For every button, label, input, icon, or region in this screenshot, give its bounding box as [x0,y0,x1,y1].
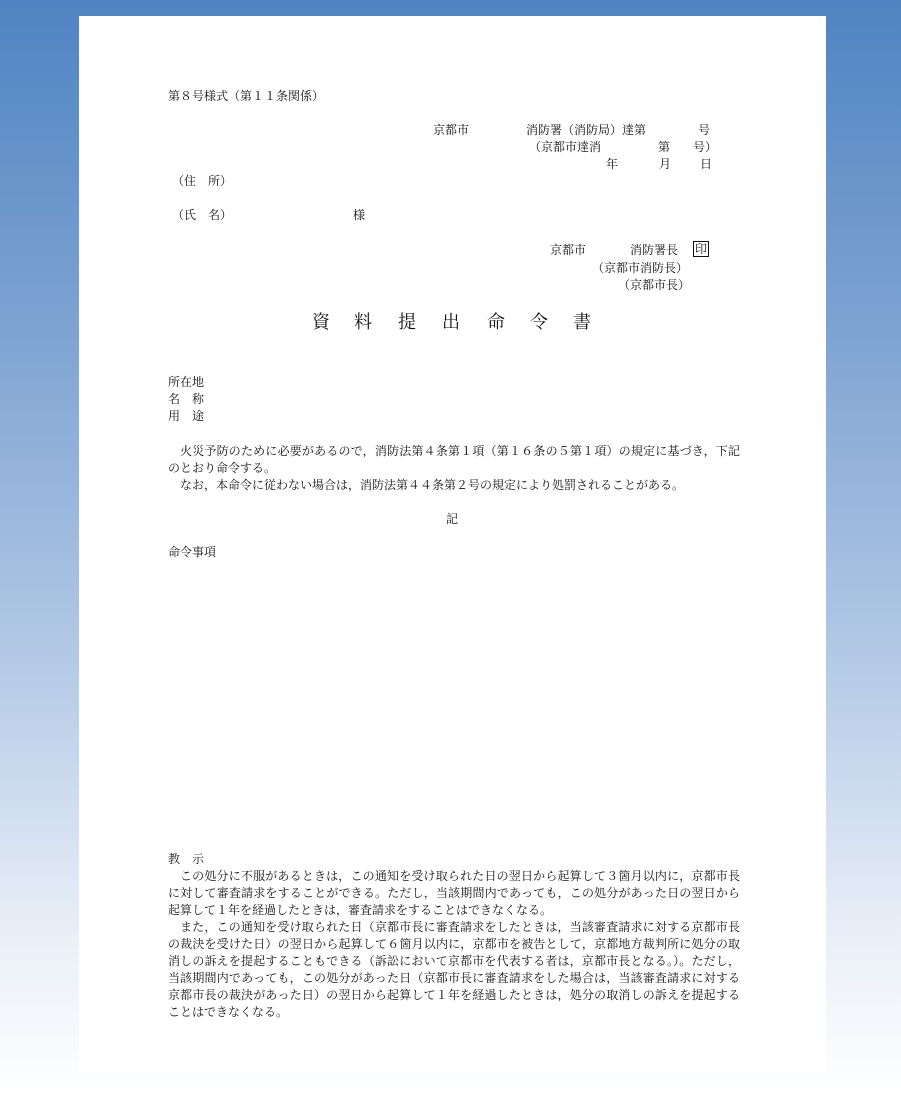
reference-month: 月 [659,157,672,171]
name-label: （氏 名） [172,208,233,222]
reference-alt-dai: 第 [658,140,671,154]
seal-stamp [693,241,709,257]
use-label: 用 途 [168,409,205,423]
reference-number-suffix: 号 [698,123,711,137]
document-page [79,16,826,1072]
ki-label: 記 [446,512,459,526]
form-header: 第８号様式（第１１条関係） [168,89,325,103]
order-items-label: 命令事項 [168,545,217,559]
title-char: 提 [398,312,416,333]
body-paragraph: なお，本命令に従わない場合は，消防法第４４条第２号の規定により処罰されることがある。 [180,478,685,492]
issuer-title: 消防署長 [630,243,679,257]
title-char: 命 [487,312,505,333]
honorific: 様 [353,208,366,222]
instruction-heading: 教 示 [168,852,205,866]
issuer-alt2: （京都市長） [618,278,691,292]
location-label: 所在地 [168,375,205,389]
address-label: （住 所） [172,174,233,188]
reference-office: 消防署（消防局）達第 [526,123,647,137]
title-char: 資 [312,312,330,333]
seal-mark: 印 [695,242,708,256]
title-char: 書 [573,312,591,333]
reference-day: 日 [700,157,713,171]
issuer-city: 京都市 [550,243,587,257]
instruction-paragraph: この処分に不服があるときは，この通知を受け取られた日の翌日から起算して３箇月以内に，京都市長に対して審査請求をすることができる。ただし，当該期間内であっても，この処分があった日の翌日から起算して１年を経過したときは，審査請求をすることはできなくなる。 [168,869,740,917]
instruction-paragraph: また，この通知を受け取られた日（京都市長に審査請求をしたときは，当該審査請求に対する京都市長の裁決を受けた日）の翌日から起算して６箇月以内に，京都市を被告として，京都地方裁判所に処分の取消しの訴えを提起することもできる（訴訟において京都市を代表する者は，京都市長となる。）。ただし，当該期間内であっても，この処分があった日（京都市長に審査請求をした場合は，当該審査請求に対する京都市長の裁決があった日）の翌日から起算して１年を経過したときは，処分の取消しの訴えを提起することはできなくなる。 [168,920,740,1019]
reference-alt-number-suffix: 号） [693,140,718,154]
reference-year: 年 [606,157,619,171]
reference-city: 京都市 [433,123,470,137]
title-char: 料 [354,312,372,333]
body-paragraph: 火災予防のために必要があるので，消防法第４条第１項（第１６条の５第１項）の規定に基づき，下記のとおり命令する。 [168,444,740,475]
title-char: 令 [530,312,548,333]
reference-alt-office: （京都市達消 [529,140,602,154]
title-char: 出 [442,312,460,333]
property-name-label: 名 称 [168,392,205,406]
issuer-alt1: （京都市消防長） [592,261,689,275]
